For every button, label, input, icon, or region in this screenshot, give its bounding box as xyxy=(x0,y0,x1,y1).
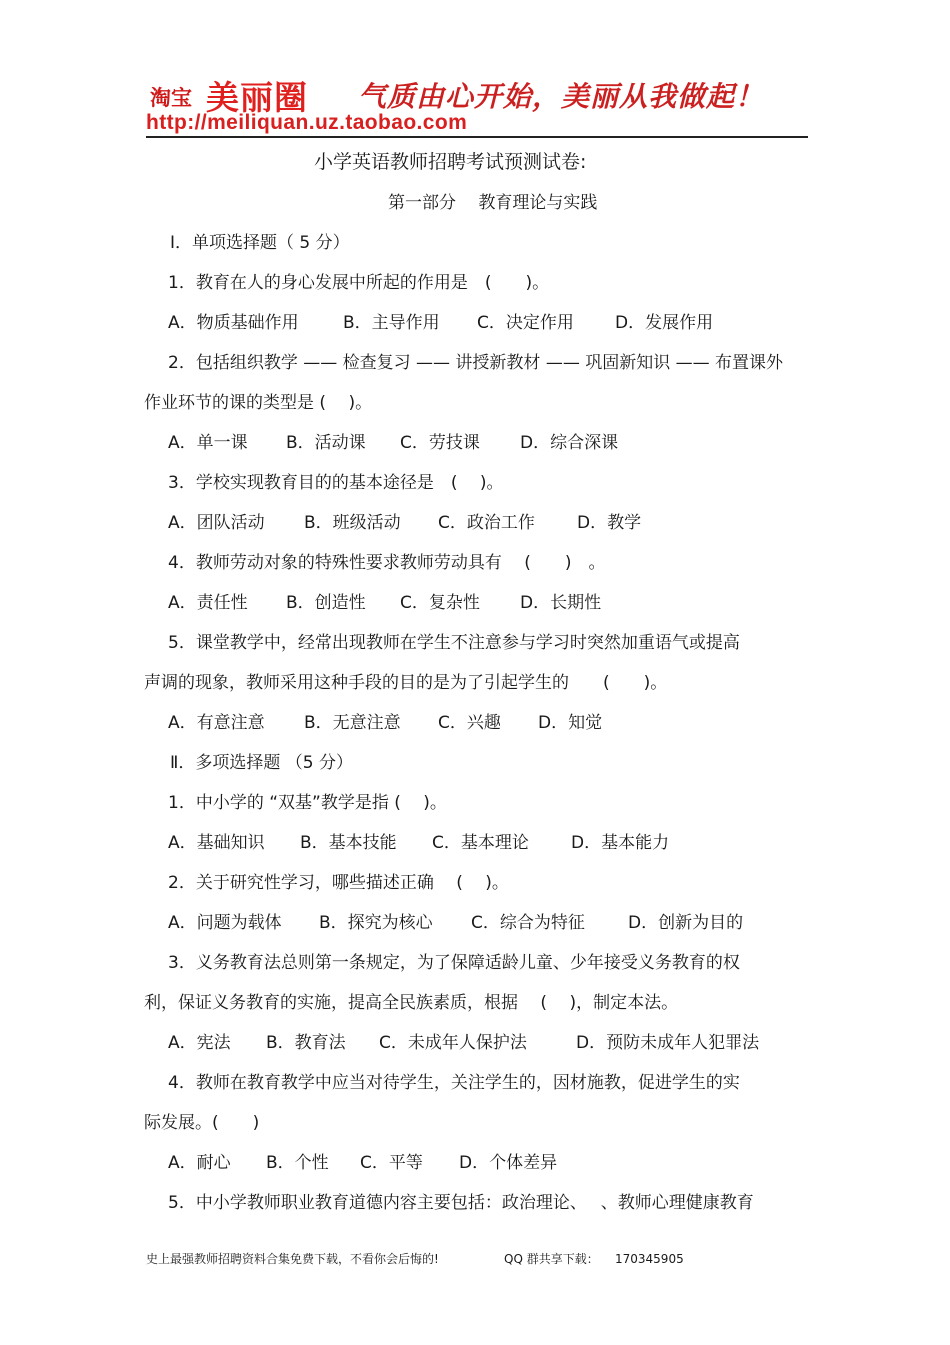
option: B．创造性 xyxy=(286,593,366,613)
banner-brand-logo: 美丽圈 xyxy=(206,78,308,117)
doc-title: 小学英语教师招聘考试预测试卷: xyxy=(314,151,587,173)
option: B．基本技能 xyxy=(300,833,397,853)
option: A．责任性 xyxy=(168,593,248,613)
option: D．长期性 xyxy=(520,593,602,613)
option: B．探究为核心 xyxy=(319,913,433,933)
s1-question-1: 1．教育在人的身心发展中所起的作用是 ( )。 xyxy=(168,273,550,293)
option: B．个性 xyxy=(266,1153,329,1173)
option: C．基本理论 xyxy=(432,833,529,853)
s1-question-2-options xyxy=(168,433,618,453)
s2-question-2: 2．关于研究性学习，哪些描述正确 ( )。 xyxy=(168,873,509,893)
s2-question-1-options xyxy=(168,833,669,853)
s2-question-5: 5．中小学教师职业教育道德内容主要包括：政治理论、 、教师心理健康教育 xyxy=(168,1193,754,1213)
option: D．综合深课 xyxy=(520,433,619,453)
s2-question-3-cont: 利，保证义务教育的实施，提高全民族素质，根据 ( )，制定本法。 xyxy=(144,993,679,1013)
s2-question-1: 1．中小学的 “双基”教学是指 ( )。 xyxy=(168,793,447,813)
option: A．宪法 xyxy=(168,1033,231,1053)
s2-question-4-cont: 际发展。( ) xyxy=(144,1113,260,1133)
footer-promo-text: 史上最强教师招聘资料合集免费下载，不看你会后悔的! xyxy=(146,1252,439,1266)
option: A．团队活动 xyxy=(168,513,265,533)
s1-question-5: 5．课堂教学中，经常出现教师在学生不注意参与学习时突然加重语气或提高 xyxy=(168,633,740,653)
header-banner xyxy=(146,72,808,138)
s2-question-2-options xyxy=(168,913,743,933)
option: A．耐心 xyxy=(168,1153,231,1173)
option: A．单一课 xyxy=(168,433,248,453)
option: C．未成年人保护法 xyxy=(379,1033,527,1053)
banner-slogan: 气质由心开始，美丽从我做起！ xyxy=(358,80,765,113)
banner-divider xyxy=(146,136,808,138)
s1-question-4-options xyxy=(168,593,601,613)
option: C．劳技课 xyxy=(400,433,480,453)
option: C．平等 xyxy=(360,1153,423,1173)
option: D．教学 xyxy=(577,513,642,533)
option: A．物质基础作用 xyxy=(168,313,299,333)
option: A．问题为载体 xyxy=(168,913,282,933)
s1-question-4: 4．教师劳动对象的特殊性要求教师劳动具有 ( ) 。 xyxy=(168,553,606,573)
option: D．基本能力 xyxy=(571,833,670,853)
s1-question-1-options xyxy=(168,313,713,333)
part-heading: 第一部分 教育理论与实践 xyxy=(388,193,598,213)
option: D．发展作用 xyxy=(615,313,714,333)
s2-question-3: 3．义务教育法总则第一条规定，为了保障适龄儿童、少年接受义务教育的权 xyxy=(168,953,740,973)
option: B．主导作用 xyxy=(343,313,440,333)
section2-heading: Ⅱ．多项选择题 （5 分） xyxy=(170,753,353,773)
option: C．综合为特征 xyxy=(471,913,585,933)
s2-question-3-options xyxy=(168,1033,759,1053)
option: C．复杂性 xyxy=(400,593,480,613)
s1-question-3: 3．学校实现教育目的的基本途径是 ( )。 xyxy=(168,473,504,493)
option: D．预防未成年人犯罪法 xyxy=(576,1033,760,1053)
option: C．政治工作 xyxy=(438,513,535,533)
option: B．活动课 xyxy=(286,433,366,453)
s2-question-4-options xyxy=(168,1153,557,1173)
option: C．兴趣 xyxy=(438,713,501,733)
option: D．个体差异 xyxy=(459,1153,558,1173)
s1-question-5-cont: 声调的现象，教师采用这种手段的目的是为了引起学生的 ( )。 xyxy=(144,673,668,693)
option: B．无意注意 xyxy=(304,713,401,733)
s1-question-2-cont: 作业环节的课的类型是 ( )。 xyxy=(144,393,373,413)
s1-question-5-options xyxy=(168,713,602,733)
section1-heading: Ⅰ．单项选择题（ 5 分） xyxy=(170,233,350,253)
option: C．决定作用 xyxy=(477,313,574,333)
option: D．创新为目的 xyxy=(628,913,744,933)
option: B．教育法 xyxy=(266,1033,346,1053)
footer-qq-number: 170345905 xyxy=(615,1252,684,1266)
page-footer xyxy=(146,1250,684,1267)
banner-brand-small: 淘宝 xyxy=(150,85,192,110)
option: A．基础知识 xyxy=(168,833,265,853)
option: D．知觉 xyxy=(538,713,603,733)
s2-question-4: 4．教师在教育教学中应当对待学生，关注学生的，因材施教，促进学生的实 xyxy=(168,1073,740,1093)
banner-url[interactable]: http://meiliquan.uz.taobao.com xyxy=(146,111,468,134)
footer-qq-label: QQ 群共享下载： xyxy=(504,1252,599,1266)
option: B．班级活动 xyxy=(304,513,401,533)
option: A．有意注意 xyxy=(168,713,265,733)
s1-question-2: 2．包括组织教学 —— 检查复习 —— 讲授新教材 —— 巩固新知识 —— 布置课外 xyxy=(168,353,784,373)
s1-question-3-options xyxy=(168,513,641,533)
